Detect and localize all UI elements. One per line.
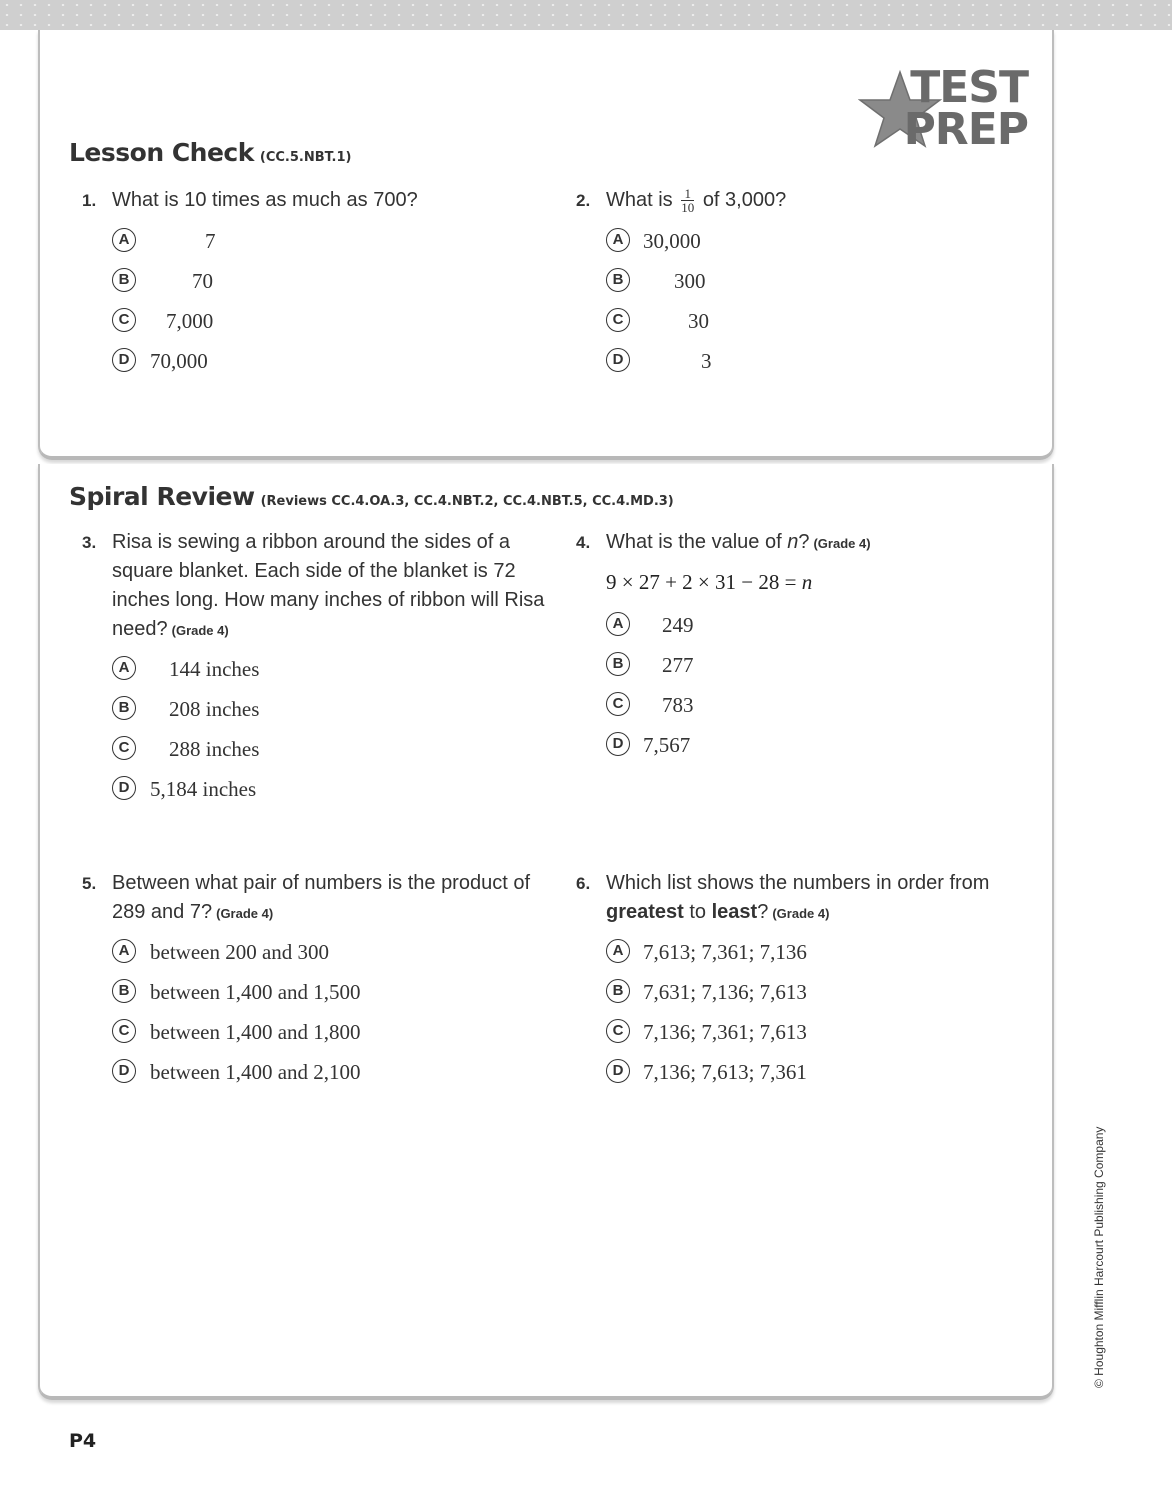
q6-option-c[interactable] bbox=[606, 1017, 966, 1047]
option-value: between 1,400 and 1,500 bbox=[150, 980, 361, 1004]
question-text: What is 10 times as much as 700? bbox=[112, 189, 418, 211]
q4-option-d[interactable] bbox=[606, 730, 806, 760]
grade-label: (Grade 4) bbox=[171, 623, 229, 638]
question-3 bbox=[82, 528, 547, 645]
q3-option-b[interactable] bbox=[112, 694, 352, 724]
option-bubble: C bbox=[606, 1019, 630, 1043]
option-value: 3 bbox=[701, 349, 712, 373]
question-text bbox=[606, 869, 1026, 928]
question-number: 5. bbox=[82, 874, 97, 893]
grade-label: (Grade 4) bbox=[813, 536, 871, 551]
option-bubble: D bbox=[606, 348, 630, 372]
option-bubble: A bbox=[112, 656, 136, 680]
option-value: 144 inches bbox=[169, 657, 260, 681]
question-text-bold: least bbox=[711, 901, 758, 923]
option-value: 249 bbox=[662, 613, 694, 637]
question-number: 2. bbox=[576, 191, 591, 210]
q1-option-a[interactable] bbox=[112, 226, 312, 256]
option-value: 208 inches bbox=[169, 697, 260, 721]
question-text bbox=[112, 528, 547, 645]
equation bbox=[606, 570, 812, 595]
decorative-top-band bbox=[0, 0, 1172, 30]
test-prep-line2: PREP bbox=[903, 104, 1028, 155]
option-bubble: B bbox=[606, 652, 630, 676]
q5-option-b[interactable] bbox=[112, 977, 472, 1007]
question-text-part: What is the value of bbox=[606, 531, 782, 553]
test-prep-badge bbox=[858, 62, 1038, 156]
option-bubble: D bbox=[112, 1059, 136, 1083]
question-5 bbox=[82, 869, 547, 928]
option-value: 30,000 bbox=[643, 229, 701, 253]
question-text-part: to bbox=[689, 901, 707, 923]
q1-option-c[interactable] bbox=[112, 306, 312, 336]
option-bubble: C bbox=[112, 736, 136, 760]
question-text-part: ? bbox=[757, 901, 769, 923]
fraction bbox=[681, 187, 694, 214]
spiral-review-title: Spiral Review bbox=[69, 482, 255, 511]
q2-option-b[interactable] bbox=[606, 266, 806, 296]
option-bubble: A bbox=[606, 228, 630, 252]
question-text-part: of 3,000? bbox=[702, 189, 787, 211]
grade-label: (Grade 4) bbox=[216, 906, 274, 921]
question-number: 4. bbox=[576, 533, 591, 552]
question-text-part: Between what pair of numbers is the product of 289 and 7? bbox=[112, 872, 531, 923]
question-2 bbox=[576, 186, 1016, 215]
option-value: 30 bbox=[688, 309, 709, 333]
q5-option-d[interactable] bbox=[112, 1057, 472, 1087]
equation-expression: 9 × 27 + 2 × 31 − 28 = bbox=[606, 570, 802, 594]
variable-n: n bbox=[787, 531, 799, 553]
option-value: 70 bbox=[192, 269, 213, 293]
lesson-check-heading bbox=[69, 138, 351, 167]
question-1 bbox=[82, 186, 542, 215]
option-value: 5,184 inches bbox=[150, 777, 257, 801]
grade-label: (Grade 4) bbox=[772, 906, 830, 921]
option-value: 7,613; 7,361; 7,136 bbox=[643, 940, 807, 964]
fraction-numerator: 1 bbox=[681, 187, 694, 201]
q1-option-b[interactable] bbox=[112, 266, 312, 296]
option-bubble: C bbox=[606, 692, 630, 716]
q2-option-c[interactable] bbox=[606, 306, 806, 336]
question-text bbox=[112, 869, 547, 928]
spiral-review-heading bbox=[69, 482, 674, 511]
question-text-part: Which list shows the numbers in order from bbox=[606, 872, 990, 894]
q2-option-a[interactable] bbox=[606, 226, 806, 256]
option-value: 70,000 bbox=[150, 349, 208, 373]
option-value: between 200 and 300 bbox=[150, 940, 330, 964]
question-6 bbox=[576, 869, 1026, 928]
q3-option-d[interactable] bbox=[112, 774, 352, 804]
q4-option-b[interactable] bbox=[606, 650, 806, 680]
option-bubble: D bbox=[112, 776, 136, 800]
option-value: between 1,400 and 2,100 bbox=[150, 1060, 361, 1084]
option-value: 7,136; 7,361; 7,613 bbox=[643, 1020, 807, 1044]
test-prep-line1: TEST bbox=[910, 62, 1028, 113]
q3-option-a[interactable] bbox=[112, 654, 352, 684]
option-value: 277 bbox=[662, 653, 694, 677]
option-bubble: C bbox=[112, 1019, 136, 1043]
option-value: 7,631; 7,136; 7,613 bbox=[643, 980, 807, 1004]
option-bubble: B bbox=[112, 979, 136, 1003]
question-text-part: What is bbox=[606, 189, 673, 211]
option-value: 7,000 bbox=[166, 309, 214, 333]
copyright-notice: © Houghton Mifflin Harcourt Publishing Company bbox=[1092, 1126, 1106, 1388]
q4-option-a[interactable] bbox=[606, 610, 806, 640]
equation-variable: n bbox=[801, 570, 813, 594]
q1-option-d[interactable] bbox=[112, 346, 312, 376]
question-number: 3. bbox=[82, 533, 97, 552]
option-bubble: B bbox=[606, 268, 630, 292]
question-text-part: ? bbox=[798, 531, 810, 553]
question-text bbox=[606, 528, 1016, 558]
question-text bbox=[606, 186, 1016, 215]
lesson-check-title: Lesson Check bbox=[69, 138, 254, 167]
question-number: 6. bbox=[576, 874, 591, 893]
q6-option-b[interactable] bbox=[606, 977, 966, 1007]
q5-option-a[interactable] bbox=[112, 937, 472, 967]
option-value: 300 bbox=[674, 269, 706, 293]
option-value: 288 inches bbox=[169, 737, 260, 761]
question-text-part: Risa is sewing a ribbon around the sides of a square blanket. Each side of the blanket is 72 inches long. How many inches of ribbon will Risa need? bbox=[112, 531, 545, 640]
option-bubble: D bbox=[606, 732, 630, 756]
spiral-review-standard: (Reviews CC.4.OA.3, CC.4.NBT.2, CC.4.NBT.5, CC.4.MD.3) bbox=[260, 494, 674, 509]
option-bubble: A bbox=[606, 612, 630, 636]
q5-option-c[interactable] bbox=[112, 1017, 472, 1047]
option-bubble: A bbox=[112, 228, 136, 252]
q4-option-c[interactable] bbox=[606, 690, 806, 720]
option-value: between 1,400 and 1,800 bbox=[150, 1020, 361, 1044]
option-value: 783 bbox=[662, 693, 694, 717]
question-text-bold: greatest bbox=[606, 901, 684, 923]
option-value: 7,136; 7,613; 7,361 bbox=[643, 1060, 807, 1084]
q2-option-d[interactable] bbox=[606, 346, 806, 376]
option-value: 7,567 bbox=[643, 733, 691, 757]
lesson-check-standard: (CC.5.NBT.1) bbox=[259, 150, 352, 165]
option-bubble: A bbox=[112, 939, 136, 963]
option-bubble: A bbox=[606, 939, 630, 963]
option-bubble: D bbox=[606, 1059, 630, 1083]
question-number: 1. bbox=[82, 191, 97, 210]
option-value: 7 bbox=[205, 229, 216, 253]
option-bubble: C bbox=[112, 308, 136, 332]
option-bubble: D bbox=[112, 348, 136, 372]
option-bubble: B bbox=[112, 696, 136, 720]
question-4 bbox=[576, 528, 1016, 558]
option-bubble: B bbox=[606, 979, 630, 1003]
page-number: P4 bbox=[69, 1430, 97, 1452]
q3-option-c[interactable] bbox=[112, 734, 352, 764]
q6-option-d[interactable] bbox=[606, 1057, 966, 1087]
option-bubble: C bbox=[606, 308, 630, 332]
option-bubble: B bbox=[112, 268, 136, 292]
fraction-denominator: 10 bbox=[681, 200, 695, 216]
q6-option-a[interactable] bbox=[606, 937, 966, 967]
